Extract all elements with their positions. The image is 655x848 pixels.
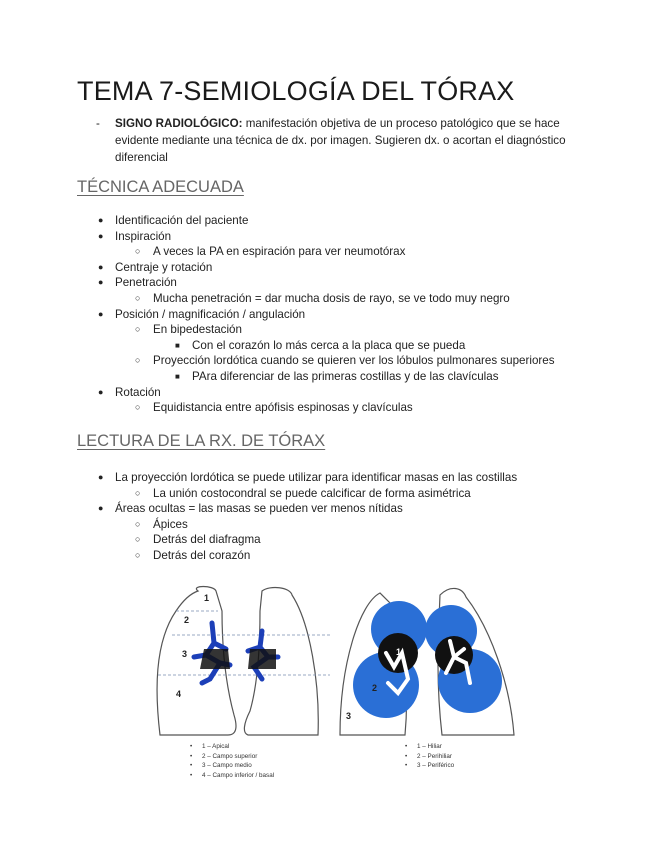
- item-text: Ápices: [153, 517, 188, 531]
- bullet-icon: [135, 517, 140, 533]
- item-text: Rotación: [115, 385, 161, 399]
- region-label-2: 2: [372, 683, 378, 693]
- zone-label-2: 2: [184, 615, 190, 625]
- list-item: [0, 470, 517, 486]
- list-item: [0, 548, 517, 564]
- bullet-icon: [98, 229, 103, 245]
- zone-label-3: 3: [182, 649, 188, 659]
- bullet-icon: [175, 369, 180, 385]
- legend-item: • 3 – Campo medio: [190, 761, 274, 771]
- list-item: [0, 307, 555, 323]
- list-item: [0, 385, 555, 401]
- left-hilum-shadow: [200, 649, 230, 669]
- list-item: [0, 501, 517, 517]
- bullet-icon: [135, 322, 140, 338]
- bullet-icon: [98, 260, 103, 276]
- list-item: [0, 229, 555, 245]
- item-text: Identificación del paciente: [115, 214, 249, 227]
- region-label-3: 3: [346, 711, 352, 721]
- item-text: Proyección lordótica cuando se quieren ver los lóbulos pulmonares superiores: [153, 354, 555, 368]
- item-text: Posición / magnificación / angulación: [115, 307, 306, 321]
- definition-term: SIGNO RADIOLÓGICO:: [115, 117, 243, 130]
- bullet-icon: [135, 291, 140, 307]
- right-hilum-shadow: [248, 649, 276, 669]
- list-item: [0, 275, 555, 291]
- list-item: [0, 291, 555, 307]
- item-text: Con el corazón lo más cerca a la placa que se pueda: [192, 338, 466, 352]
- dash-bullet: -: [96, 117, 100, 130]
- item-text: Detrás del diafragma: [153, 533, 261, 547]
- item-text: Penetración: [115, 276, 177, 290]
- bullet-icon: [98, 275, 103, 291]
- lung-fields-diagram: [157, 587, 330, 736]
- item-text: Mucha penetración = dar mucha dosis de rayo, se ve todo muy negro: [153, 291, 510, 305]
- bullet-icon: [135, 532, 140, 548]
- list-item: [0, 353, 555, 369]
- legend-item: • 1 – Apical: [190, 742, 274, 752]
- lectura-list: [0, 470, 517, 564]
- legend-lung-regions: [405, 742, 454, 771]
- item-text: Equidistancia entre apófisis espinosas y clavículas: [153, 401, 413, 415]
- bullet-icon: [98, 213, 103, 229]
- list-item: [0, 517, 517, 533]
- legend-item: • 3 – Periférico: [405, 761, 454, 771]
- item-text: PAra diferenciar de las primeras costillas y de las clavículas: [192, 369, 499, 383]
- bullet-icon: [98, 307, 103, 323]
- list-item: [0, 213, 555, 229]
- list-item: [0, 322, 555, 338]
- item-text: Inspiración: [115, 229, 172, 243]
- legend-item: • 1 – Hiliar: [405, 742, 454, 752]
- bullet-icon: [135, 244, 140, 260]
- page-title: TEMA 7-SEMIOLOGÍA DEL TÓRAX: [77, 76, 515, 106]
- list-item: [0, 338, 555, 354]
- item-text: Áreas ocultas = las masas se pueden ver menos nítidas: [115, 502, 403, 516]
- definition-line-3: diferencial: [115, 151, 168, 164]
- lung-regions-diagram: [340, 588, 514, 735]
- item-text: En bipedestación: [153, 323, 242, 337]
- item-text: La proyección lordótica se puede utilizar para identificar masas en las costillas: [115, 471, 518, 484]
- region-label-1: 1: [396, 647, 402, 657]
- zone-label-1: 1: [204, 593, 210, 603]
- item-text: La unión costocondral se puede calcificar de forma asimétrica: [153, 486, 471, 500]
- section-heading-tecnica: TÉCNICA ADECUADA: [77, 178, 244, 196]
- list-item: [0, 369, 555, 385]
- bullet-icon: [98, 501, 103, 517]
- definition-line-2: evidente mediante una técnica de dx. por imagen. Sugieren dx. o acortan el diagnóstico: [115, 134, 566, 147]
- bullet-icon: [135, 353, 140, 369]
- legend-item: • 4 – Campo inferior / basal: [190, 771, 274, 781]
- definition-line-1: manifestación objetiva de un proceso patológico que se hace: [245, 117, 560, 130]
- lung-zones-figure: [150, 583, 530, 783]
- section-heading-lectura: LECTURA DE LA RX. DE TÓRAX: [77, 432, 326, 450]
- tecnica-list: [0, 213, 555, 416]
- bullet-icon: [98, 470, 103, 486]
- list-item: [0, 400, 555, 416]
- legend-lung-fields: [190, 742, 274, 780]
- list-item: [0, 532, 517, 548]
- list-item: [0, 486, 517, 502]
- bullet-icon: [98, 385, 103, 401]
- bullet-icon: [135, 486, 140, 502]
- item-text: A veces la PA en espiración para ver neumotórax: [153, 245, 406, 259]
- bullet-icon: [135, 548, 140, 564]
- zone-label-4: 4: [176, 689, 182, 699]
- bullet-icon: [175, 338, 180, 354]
- intro-definition: [96, 115, 596, 166]
- item-text: Centraje y rotación: [115, 260, 213, 274]
- legend-item: • 2 – Campo superior: [190, 752, 274, 762]
- item-text: Detrás del corazón: [153, 548, 251, 562]
- bullet-icon: [135, 400, 140, 416]
- list-item: [0, 244, 555, 260]
- list-item: [0, 260, 555, 276]
- legend-item: • 2 – Perihiliar: [405, 752, 454, 762]
